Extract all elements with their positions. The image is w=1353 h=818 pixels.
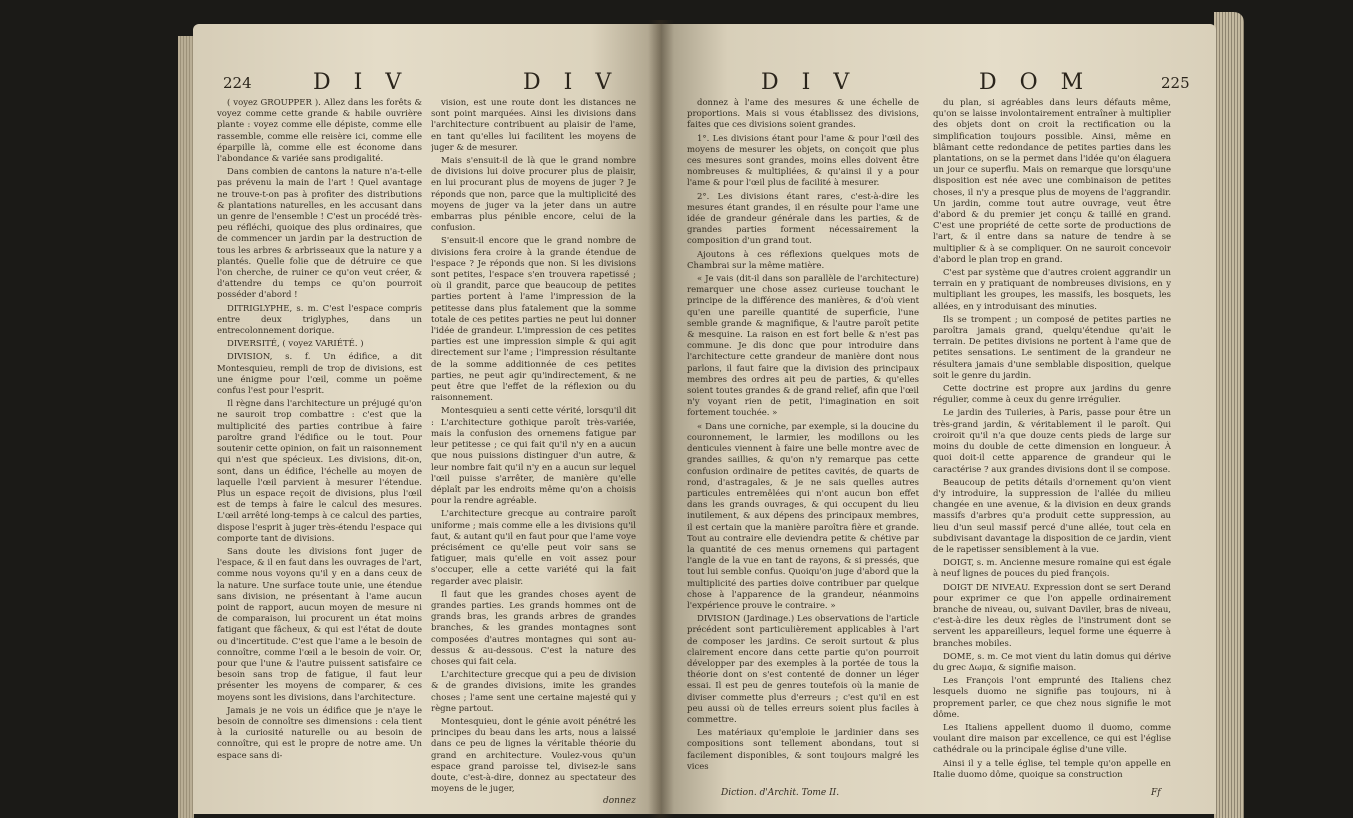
paragraph: Il faut que les grandes choses ayent de grandes parties. Les grands hommes ont de grands bras, les grands arbres de grandes branches, & les grandes montagnes sont composées d'autres montagnes qui sont au-dessus & au-dessous. C'est la nature des choses qui fait cela.: [431, 589, 636, 667]
paragraph: Montesquieu a senti cette vérité, lorsqu'il dit : L'architecture gothique paroît très-variée, mais la confusion des ornemens fatigue par leur petitesse ; ce qui fait qu'il n'y en a aucun que nous puissions distinguer d'un autre, & leur nombre fait qu'il n'y en a aucun sur lequel l'œil puisse s'arrêter, de manière qu'elle déplaît par les endroits même qu'on a choisis pour la rendre agréable.: [431, 406, 636, 507]
paragraph: DIVISION (Jardinage.) Les observations de l'article précédent sont particulièrement applicables à l'art de composer les jardins. Ce seroit surtout & plus clairement encore dans cette partie qu'on pourroit développer par des exemples à la portée de tous la théorie dont on s'est contenté de donner un léger essai. Il est peu de genres toutefois où la manie de diviser commette plus d'erreurs ; c'est qu'il en est peu aussi où de telles erreurs soient plus faciles à commettre.: [687, 614, 919, 725]
paragraph: Les matériaux qu'emploie le jardinier dans ses compositions sont tellement abondans, tout si facilement disponibles, & sont toujours malgré les vices: [687, 728, 919, 772]
left-page-number: 224: [223, 74, 252, 92]
paragraph: DIVERSITÉ, ( voyez VARIÉTÉ. ): [227, 339, 364, 350]
paragraph: Il règne dans l'architecture un préjugé qu'on ne sauroit trop combattre : c'est que la multiplicité des parties contribue à faire paroître grand l'édifice ou le tout. Pour soutenir cette opinion, on fait un raisonnement qui n'est que spécieux. Les divisions, dit-on, sont, dans un édifice, l'échelle au moyen de laquelle l'œil parvient à mesurer l'étendue. Plus un espace reçoit de divisions, plus l'œil est de temps à faire le calcul des mesures. L'œil arrêté long-temps à ce calcul des parties, dispose l'esprit à juger très-étendu l'espace qui comporte tant de divisions.: [217, 399, 422, 544]
left-page: [193, 24, 661, 814]
paragraph: Les Italiens appellent duomo il duomo, comme voulant dire maison par excellence, ce qui est l'église cathédrale ou la principale église d'une ville.: [933, 722, 1171, 756]
paragraph: Les François l'ont emprunté des Italiens chez lesquels duomo ne signifie pas toujours, ni à proprement parler, ce que chez nous signifie le mot dôme.: [933, 676, 1171, 720]
paragraph: Le jardin des Tuileries, à Paris, passe pour être un très-grand jardin, & véritablement il le paroît. Qui croiroit qu'il n'a que douze cents pieds de large sur moins du double de cette dimension en longueur. À quoi doit-il cette apparence de grandeur qui le caractérise ? aux grandes divisions dont il se compose.: [933, 408, 1171, 475]
right-running-head-1: D I V: [761, 70, 858, 95]
paragraph: Ainsi il y a telle église, tel temple qu'on appelle en Italie duomo dôme, quoique sa construction: [933, 758, 1171, 780]
paragraph: DOIGT, s. m. Ancienne mesure romaine qui est égale à neuf lignes de pouces du pied françois.: [933, 558, 1171, 580]
paragraph: « Je vais (dit-il dans son parallèle de l'architecture) remarquer une chose assez curieuse touchant le principe de la différence des manières, & d'où vient qu'en une pareille quantité de superficie, l'une semble grande & magnifique, & l'autre paroît petite & mesquine. La raison en est fort belle & n'est pas commune. Je dis donc que pour introduire dans l'architecture cette grandeur de manière dont nous parlons, il faut faire que la division des principaux membres des ordres ait peu de parties, & qu'elles soient toutes grandes & de grand relief, afin que l'œil n'y voyant rien de petit, l'imagination en soit fortement touchée. »: [687, 274, 919, 419]
paragraph: Beaucoup de petits détails d'ornement qu'on vient d'y introduire, la suppression de l'allée du milieu changée en une avenue, & la division en deux grands massifs d'arbres qu'a produit cette suppression, au lieu d'un seul massif percé d'une allée, tout cela en subdivisant davantage la disposition de ce jardin, vient de le rapetisser sensiblement à la vue.: [933, 477, 1171, 555]
paragraph: Dans combien de cantons la nature n'a-t-elle pas prévenu la main de l'art ! Quel avantage ne trouve-t-on pas à profiter des distributions & plantations naturelles, en les accusant dans un genre de l'ensemble ! C'est un procédé très-peu réfléchi, quoique des plus ordinaires, que de commencer un jardin par la destruction de tous les arbres & arbrisseaux que la nature y a plantés. Quelle folie que de détruire ce que l'on cherche, de ruiner ce qu'on veut créer, & d'attendre du temps ce qu'on pourroit posséder d'abord !: [217, 167, 422, 301]
right-page-number: 225: [1161, 74, 1190, 92]
paragraph: L'architecture grecque qui a peu de division & de grandes divisions, imite les grandes choses ; l'ame sent une certaine majesté qui y règne partout.: [431, 670, 636, 714]
signature-mark: Ff: [1151, 788, 1161, 798]
left-catchword: donnez: [603, 796, 636, 806]
right-page-edges: [1214, 12, 1244, 818]
paragraph: DITRIGLYPHE, s. m. C'est l'espace compris entre deux triglyphes, dans un entrecolonnement dorique.: [217, 303, 422, 337]
right-column-1: [687, 98, 919, 784]
paragraph: S'ensuit-il encore que le grand nombre de divisions fera croire à la grande étendue de l'espace ? Je réponds que non. Si les divisions sont petites, l'espace s'en trouvera rapetissé ; où il grandit, parce que beaucoup de petites parties portent à l'ame l'impression de la petitesse dans plus fatalement que la somme totale de ces petites parties ne peut lui donner l'idée de grandeur. L'impression de ces petites parties est une impression simple & qui agit directement sur l'ame ; l'impression résultante de la somme additionnée de ces petites parties, ne peut agir qu'indirectement, & ne peut être que l'effet de la réflexion ou du raisonnement.: [431, 236, 636, 404]
paragraph: ( voyez GROUPPER ). Allez dans les forêts & voyez comme cette grande & habile ouvrière plante : voyez comme elle dépiste, comme elle rassemble, comme elle reisère ici, comme elle éparpille là, comme elle est économe dans l'abondance & variée sans prodigalité.: [217, 98, 422, 165]
book-gutter-shadow: [648, 20, 674, 818]
left-column-1: [217, 98, 422, 810]
right-running-head-2: D O M: [979, 70, 1092, 95]
paragraph: Montesquieu, dont le génie avoit pénétré les principes du beau dans les arts, nous a laissé dans ce peu de lignes la véritable théorie du grand en architecture. Voulez-vous qu'un espace grand paroisse tel, divisez-le sans doute, c'est-à-dire, donnez au spectateur des moyens de le juger,: [431, 716, 636, 795]
paragraph: 2°. Les divisions étant rares, c'est-à-dire les mesures étant grandes, il en résulte pour l'ame une idée de grandeur générale dans les parties, & de grandes parties forment nécessairement la composition d'un grand tout.: [687, 191, 919, 247]
paragraph: 1°. Les divisions étant pour l'ame & pour l'œil des moyens de mesurer les objets, on conçoit que plus ces mesures sont grandes, moins elles doivent être nombreuses & multipliées, & qu'ainsi il y a pour l'ame & pour l'œil plus de facilité à mesurer.: [687, 133, 919, 189]
left-page-edges: [178, 36, 194, 818]
paragraph: L'architecture grecque au contraire paroît uniforme ; mais comme elle a les divisions qu'il faut, & autant qu'il en faut pour que l'ame voye précisément ce qu'elle peut voir sans se fatiguer, mais qu'elle en voit assez pour s'occuper, elle a cette variété qui la fait regarder avec plaisir.: [431, 509, 636, 587]
paragraph: Ajoutons à ces réflexions quelques mots de Chambrai sur la même matière.: [687, 249, 919, 271]
left-running-head-1: D I V: [313, 70, 410, 95]
paragraph: Sans doute les divisions font juger de l'espace, & il en faut dans les ouvrages de l'art, comme nous voyons qu'il y en a dans ceux de la nature. Une surface toute unie, une étendue sans division, ne présentant à l'ame aucun point de rapport, aucun moyen de mesure ni de comparaison, lui procurent un état moins fatigant que fâcheux, & qui est l'état de doute ou d'incertitude. C'est que l'ame a le besoin de connoître, comme l'œil a le besoin de voir. Or, pour que l'une & l'autre puissent satisfaire ce besoin sans trop de fatigue, il faut leur présenter les moyens de comparer, & ces moyens sont les divisions, dans l'architecture.: [217, 546, 422, 703]
paragraph: Cette doctrine est propre aux jardins du genre régulier, comme à ceux du genre irrégulier.: [933, 384, 1171, 406]
paragraph: Jamais je ne vois un édifice que je n'aye le besoin de connoître ses dimensions : cela tient à la curiosité naturelle ou au besoin de connoître, qui est le propre de notre ame. Un espace sans di-: [217, 705, 422, 761]
paragraph: vision, est une route dont les distances ne sont point marquées. Ainsi les divisions dans l'architecture contribuent au plaisir de l'ame, en tant qu'elles lui facilitent les moyens de juger & de mesurer.: [431, 98, 636, 153]
left-running-head-2: D I V: [523, 70, 620, 95]
paragraph: DOME, s. m. Ce mot vient du latin domus qui dérive du grec Δωμα, & signifie maison.: [933, 651, 1171, 673]
left-column-2: [431, 98, 636, 798]
right-footer-title: Diction. d'Archit. Tome II.: [721, 788, 840, 798]
paragraph: donnez à l'ame des mesures & une échelle de proportions. Mais si vous établissez des divisions, faites que ces divisions soient grandes.: [687, 98, 919, 131]
paragraph: DOIGT DE NIVEAU. Expression dont se sert Derand pour exprimer ce que l'on appelle ordinairement branche de niveau, ou, suivant Daviler, bras de niveau, c'est-à-dire les deux règles de l'instrument dont se servent les appareilleurs, lequel forme une équerre à branches mobiles.: [933, 582, 1171, 649]
paragraph: C'est par système que d'autres croient aggrandir un terrain en y pratiquant de nombreuses divisions, en y multipliant les groupes, les massifs, les bosquets, les allées, en y introduisant des minuties.: [933, 268, 1171, 312]
right-page: [661, 24, 1216, 814]
paragraph: DIVISION, s. f. Un édifice, a dit Montesquieu, rempli de trop de divisions, est une énigme pour l'œil, comme un poëme confus l'est pour l'esprit.: [217, 352, 422, 397]
paragraph: Ils se trompent ; un composé de petites parties ne paroîtra jamais grand, quelqu'étendue qu'ait le terrain. De petites divisions ne portent à l'ame que de petites sensations. Le sentiment de la grandeur ne résultera jamais d'une semblable disposition, quelque soit le genre du jardin.: [933, 314, 1171, 381]
right-column-2: [933, 98, 1171, 784]
paragraph: Mais s'ensuit-il de là que le grand nombre de divisions lui doive procurer plus de plaisir, en lui procurant plus de moyens de juger ? Je réponds que non, parce que la multiplicité des moyens de juger va la jeter dans un autre embarras plus pénible encore, celui de la confusion.: [431, 156, 636, 234]
paragraph: du plan, si agréables dans leurs défauts même, qu'on se laisse involontairement entraîner à multiplier des objets dont on croit la rectification ou la simplification toujours possible. Ainsi, même en blâmant cette redondance de petites parties dans les plantations, on se la permet dans l'idée qu'on élaguera un jour ce superflu. Mais on remarque que lorsqu'une disposition est née avec une combinaison de petites choses, il n'y a presque plus de moyens de l'aggrandir. Un jardin, comme tout autre ouvrage, veut être d'abord & du premier jet conçu & taillé en grand. C'est une propriété de cette sorte de productions de l'art, & il entre dans sa nature de tendre à se multiplier & à se compliquer. On ne sauroit concevoir d'abord le plan trop en grand.: [933, 98, 1171, 265]
paragraph: « Dans une corniche, par exemple, si la doucine du couronnement, le larmier, les modillons ou les denticules viennent à faire une belle montre avec de grandes saillies, & qu'on n'y remarque pas cette confusion ordinaire de petites cavités, de quarts de rond, d'astragales, & je ne sais quelles autres particules entremêlées qui n'ont aucun bon effet dans les grands ouvrages, & qui occupent du lieu inutilement, & aux dépens des principaux membres, il est certain que la manière paroîtra fière et grande. Tout au contraire elle deviendra petite & chétive par la quantité de ces menus ornemens qui partagent l'angle de la vue en tant de rayons, & si pressés, que tout lui semble confus. Quoiqu'on juge d'abord que la multiplicité des parties doive contribuer par quelque chose à l'apparence de la grandeur, néanmoins l'expérience prouve le contraire. »: [687, 421, 919, 611]
